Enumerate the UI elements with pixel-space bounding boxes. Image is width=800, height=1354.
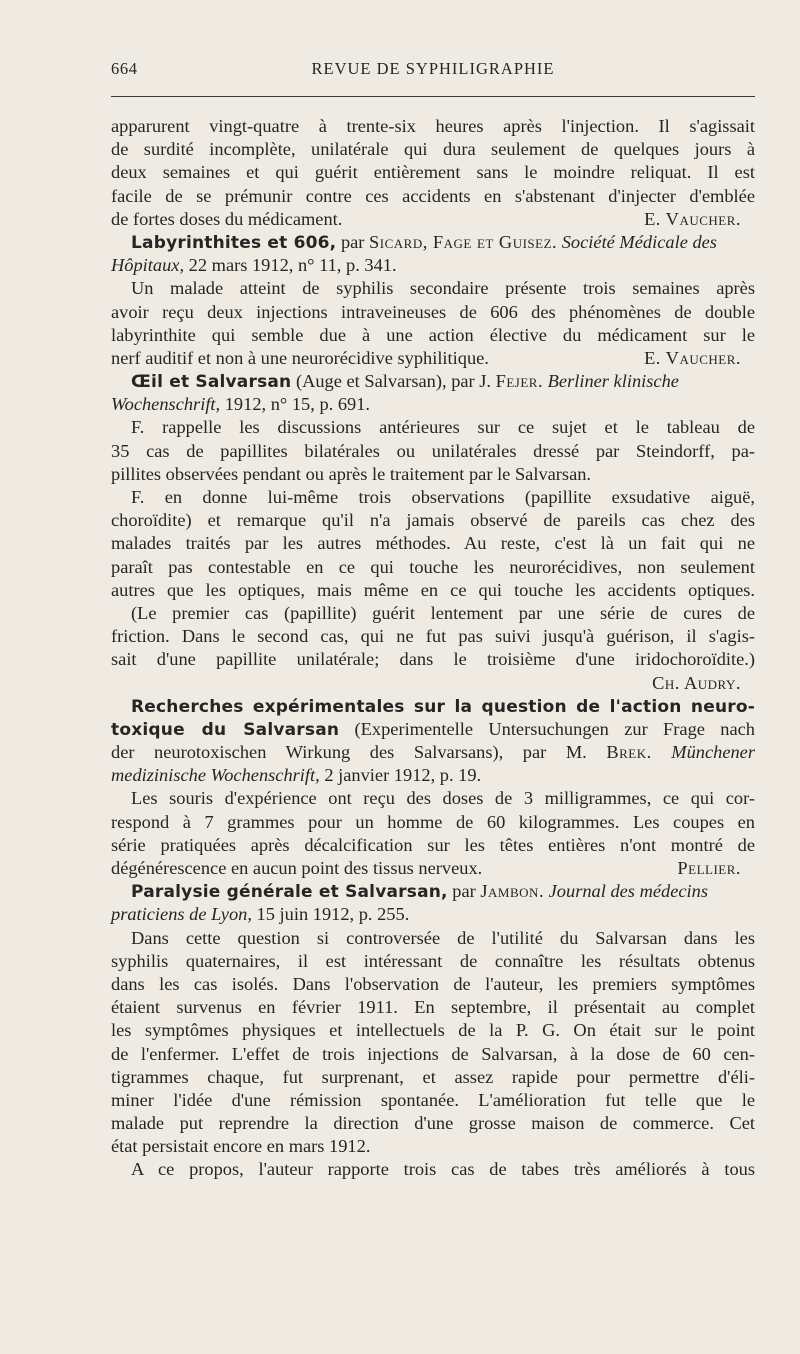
text-line: syphilis quaternaires, il est intéressant de connaître les résultats obtenus: [111, 950, 755, 971]
signature: Ch. Audry.: [652, 672, 741, 693]
text-fragment: 1912, n° 15, p. 691.: [220, 394, 371, 415]
review-title: Labyrinthites et 606,: [131, 232, 337, 253]
review-title: Œil et Salvarsan: [131, 372, 292, 393]
text-line: A ce propos, l'auteur rapporte trois cas de tabes très améliorés à tous: [131, 1159, 755, 1180]
review-heading: [111, 370, 755, 393]
text-fragment: de fortes doses du médicament.: [111, 208, 343, 229]
page-number: 664: [111, 59, 138, 78]
text-line: [111, 857, 755, 880]
text-fragment: par: [447, 881, 481, 902]
text-line: étaient survenus en février 1911. En septembre, il présentait au complet: [111, 997, 755, 1018]
journal-name: Münchener: [651, 742, 755, 763]
text-fragment: der neurotoxischen Wirkung des Salvarsans), par M.: [111, 742, 607, 763]
text-line: (Le premier cas (papillite) guérit lentement par une série de cures de: [131, 602, 755, 623]
text-line: malade put reprendre la direction d'une grosse maison de commerce. Cet: [111, 1113, 755, 1134]
signature: E. Vaucher.: [644, 347, 741, 368]
text-fragment: 15 juin 1912, p. 255.: [251, 904, 410, 925]
signature: E. Vaucher.: [644, 208, 741, 229]
text-fragment: nerf auditif et non à une neurorécidive syphilitique.: [111, 347, 489, 368]
text-fragment: 22 mars 1912, n° 11, p. 341.: [184, 255, 397, 276]
signature: Pellier.: [677, 858, 741, 878]
review-title: Recherches expérimentales sur la question de l'action neuro-: [131, 696, 755, 717]
journal-name: Journal des médecins: [544, 881, 708, 902]
text-line: dans les cas isolés. Dans l'observation de l'auteur, les premiers symptômes: [111, 973, 755, 994]
text-line: les symptômes physiques et intellectuels de la P. G. On était sur le point: [111, 1020, 755, 1041]
text-line: facile de se prémunir contre ces accidents en s'abstenant d'injecter d'emblée: [111, 185, 755, 206]
text-line: série pratiquées après décalcification sur les têtes entières n'ont montré de: [111, 834, 755, 855]
text-line: sait d'une papillite unilatérale; dans le troisième d'une iridochoroïdite.): [111, 649, 755, 670]
text-line: de l'enfermer. L'effet de trois injections de Salvarsan, à la dose de 60 cen-: [111, 1043, 755, 1064]
journal-name: Wochenschrift,: [111, 394, 221, 415]
journal-name: Hôpitaux,: [111, 255, 185, 276]
text-line: friction. Dans le second cas, qui ne fut pas suivi jusqu'à guérison, il s'agis-: [111, 626, 755, 647]
text-line: de surdité incomplète, unilatérale qui dura seulement de quelques jours à: [111, 139, 755, 160]
journal-name: Société Médicale des: [557, 231, 717, 252]
text-fragment: (Auge et Salvarsan), par J.: [291, 371, 496, 392]
text-line: respond à 7 grammes pour un homme de 60 kilogrammes. Les coupes en: [111, 811, 755, 832]
journal-name: medizinische Wochenschrift,: [111, 765, 320, 786]
text-line: [111, 208, 755, 231]
text-line: F. rappelle les discussions antérieures sur ce sujet et le tableau de: [131, 417, 755, 438]
running-header: [111, 59, 755, 85]
text-line: autres que les optiques, mais même en ce qui touche les accidents optiques.: [111, 579, 755, 600]
text-line: choroïdite) et remarque qu'il n'a jamais observé de pareils cas chez des: [111, 510, 755, 531]
text-line: [111, 718, 755, 741]
review-heading: [111, 880, 755, 903]
text-fragment: par: [336, 231, 370, 252]
text-fragment: dégénérescence en aucun point des tissus nerveux.: [111, 858, 483, 878]
article-body: [111, 115, 755, 1182]
text-line: 35 cas de papillites bilatérales ou unilatérales dressé par Steindorff, pa-: [111, 440, 755, 461]
text-line: Les souris d'expérience ont reçu des doses de 3 milligrammes, ce qui cor-: [131, 788, 755, 809]
text-line: état persistait encore en mars 1912.: [111, 1136, 371, 1157]
text-line: paraît pas contestable en ce qui touche les neurorécidives, non seulement: [111, 556, 755, 577]
text-line: apparurent vingt-quatre à trente-six heures après l'injection. Il s'agissait: [111, 116, 755, 136]
review-authors: Fejer.: [495, 371, 544, 392]
text-line: tigrammes chaque, fut surprenant, et assez rapide pour permettre d'éli-: [111, 1066, 755, 1087]
text-fragment: 2 janvier 1912, p. 19.: [319, 765, 482, 786]
journal-name: Berliner klinische: [543, 371, 679, 392]
text-line: avoir reçu deux injections intraveineuses de 606 des phénomènes de double: [111, 301, 755, 322]
text-line: [111, 393, 755, 416]
text-line: [111, 254, 755, 277]
text-line: malades traités par les autres méthodes. Au reste, c'est là un fait qui ne: [111, 533, 755, 554]
text-line: labyrinthite qui semble due à une action élective du médicament sur le: [111, 324, 755, 345]
text-line: [111, 347, 755, 370]
review-authors: Jambon.: [480, 881, 545, 902]
review-heading: [111, 231, 755, 254]
review-title: Paralysie générale et Salvarsan,: [131, 882, 448, 903]
text-line: [111, 903, 755, 926]
text-line: [111, 764, 755, 787]
text-line: miner l'idée d'une rémission spontanée. L'amélioration fut telle que le: [111, 1089, 755, 1110]
review-authors: Brek.: [606, 742, 652, 763]
text-line: Dans cette question si controversée de l'utilité du Salvarsan dans les: [131, 927, 755, 948]
journal-name: praticiens de Lyon,: [111, 904, 252, 925]
text-line: F. en donne lui-même trois observations (papillite exsudative aiguë,: [131, 487, 755, 507]
header-rule: [111, 96, 755, 97]
text-line: Un malade atteint de syphilis secondaire présente trois semaines après: [131, 278, 755, 299]
text-line: deux semaines et qui guérit entièrement sans le moindre reliquat. Il est: [111, 162, 755, 183]
text-line: [111, 741, 755, 764]
text-fragment: (Experimentelle Untersuchungen zur Frage nach: [339, 718, 755, 739]
review-authors: Sicard, Fage et Guisez.: [369, 231, 558, 252]
running-title: REVUE DE SYPHILIGRAPHIE: [311, 59, 555, 78]
review-heading: [111, 695, 755, 718]
text-line: pillites observées pendant ou après le traitement par le Salvarsan.: [111, 463, 592, 484]
review-title: toxique du Salvarsan: [111, 719, 340, 740]
